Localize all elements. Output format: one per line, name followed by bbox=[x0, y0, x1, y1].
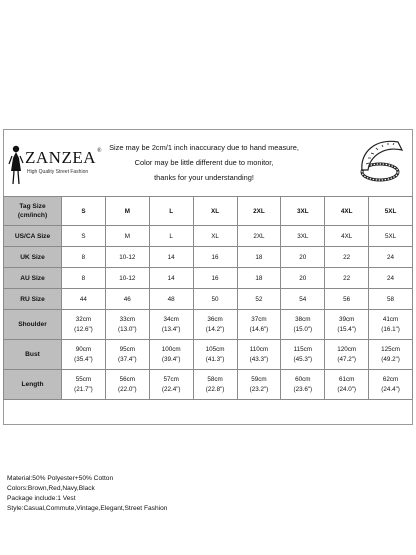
tag-size-header: Tag Size (cm/inch) bbox=[4, 197, 62, 226]
row-label: UK Size bbox=[4, 247, 62, 268]
table-cell: 2XL bbox=[237, 226, 281, 247]
table-cell: 22 bbox=[325, 247, 369, 268]
table-cell: 36cm (14.2") bbox=[193, 310, 237, 340]
table-cell: 55cm (21.7") bbox=[62, 370, 106, 400]
table-cell: 100cm (39.4") bbox=[149, 340, 193, 370]
table-row bbox=[4, 370, 413, 400]
table-cell: 41cm (16.1") bbox=[369, 310, 413, 340]
notice-line: thanks for your understanding! bbox=[154, 173, 254, 182]
table-cell: 18 bbox=[237, 268, 281, 289]
table-cell: 125cm (49.2") bbox=[369, 340, 413, 370]
size-header-cell: XL bbox=[193, 197, 237, 226]
size-header-cell: 2XL bbox=[237, 197, 281, 226]
table-cell: 14 bbox=[149, 247, 193, 268]
table-cell: 110cm (43.3") bbox=[237, 340, 281, 370]
table-cell: 120cm (47.2") bbox=[325, 340, 369, 370]
table-cell: 4XL bbox=[325, 226, 369, 247]
table-cell: 32cm (12.6") bbox=[62, 310, 106, 340]
table-cell: 54 bbox=[281, 289, 325, 310]
brand-tagline: High Quality Street Fashion bbox=[27, 169, 89, 175]
table-cell: 20 bbox=[281, 268, 325, 289]
row-label: Shoulder bbox=[4, 310, 62, 340]
table-cell: 16 bbox=[193, 268, 237, 289]
size-header-cell: S bbox=[62, 197, 106, 226]
row-label: Bust bbox=[4, 340, 62, 370]
table-cell: 90cm (35.4") bbox=[62, 340, 106, 370]
table-cell: 10-12 bbox=[105, 247, 149, 268]
table-cell: L bbox=[149, 226, 193, 247]
table-cell: 22 bbox=[325, 268, 369, 289]
product-info bbox=[7, 474, 167, 514]
table-cell: 38cm (15.0") bbox=[281, 310, 325, 340]
row-label: Length bbox=[4, 370, 62, 400]
table-cell: 37cm (14.6") bbox=[237, 310, 281, 340]
table-header-row bbox=[4, 197, 413, 226]
table-cell: 33cm (13.0") bbox=[105, 310, 149, 340]
table-cell: 5XL bbox=[369, 226, 413, 247]
row-label: US/CA Size bbox=[4, 226, 62, 247]
table-cell: 58 bbox=[369, 289, 413, 310]
table-cell: 50 bbox=[193, 289, 237, 310]
table-cell: 105cm (41.3") bbox=[193, 340, 237, 370]
table-cell: 44 bbox=[62, 289, 106, 310]
table-cell: 18 bbox=[237, 247, 281, 268]
size-table bbox=[3, 196, 413, 400]
row-label: RU Size bbox=[4, 289, 62, 310]
size-header-cell: M bbox=[105, 197, 149, 226]
table-cell: 16 bbox=[193, 247, 237, 268]
brand-logo bbox=[8, 144, 103, 188]
table-cell: 14 bbox=[149, 268, 193, 289]
table-cell: XL bbox=[193, 226, 237, 247]
table-cell: 52 bbox=[237, 289, 281, 310]
table-cell: 56cm (22.0") bbox=[105, 370, 149, 400]
table-row bbox=[4, 310, 413, 340]
table-row bbox=[4, 226, 413, 247]
size-header-cell: 3XL bbox=[281, 197, 325, 226]
table-cell: 8 bbox=[62, 247, 106, 268]
measuring-tape-icon bbox=[356, 132, 408, 192]
table-cell: 24 bbox=[369, 268, 413, 289]
table-cell: 57cm (22.4") bbox=[149, 370, 193, 400]
table-cell: 95cm (37.4") bbox=[105, 340, 149, 370]
colors-text: Colors:Brown,Red,Navy,Black bbox=[7, 485, 95, 492]
table-cell: 48 bbox=[149, 289, 193, 310]
chart-header bbox=[4, 130, 412, 197]
table-row bbox=[4, 340, 413, 370]
table-cell: 34cm (13.4") bbox=[149, 310, 193, 340]
measurement-notice bbox=[104, 140, 304, 185]
table-cell: 115cm (45.3") bbox=[281, 340, 325, 370]
table-cell: 39cm (15.4") bbox=[325, 310, 369, 340]
table-cell: 46 bbox=[105, 289, 149, 310]
size-header-cell: 4XL bbox=[325, 197, 369, 226]
table-cell: 24 bbox=[369, 247, 413, 268]
size-header-cell: 5XL bbox=[369, 197, 413, 226]
fashion-figure-icon bbox=[8, 144, 24, 186]
table-cell: 10-12 bbox=[105, 268, 149, 289]
brand-name: ZANZEA® bbox=[25, 148, 103, 167]
table-cell: S bbox=[62, 226, 106, 247]
table-cell: 3XL bbox=[281, 226, 325, 247]
size-header-cell: L bbox=[149, 197, 193, 226]
row-label: AU Size bbox=[4, 268, 62, 289]
table-cell: 59cm (23.2") bbox=[237, 370, 281, 400]
size-chart-card bbox=[3, 129, 413, 512]
style-text: Style:Casual,Commute,Vintage,Elegant,Street Fashion bbox=[7, 505, 168, 512]
notice-line: Color may be little different due to monitor, bbox=[134, 158, 274, 167]
material-text: Material:50% Polyester+50% Cotton bbox=[7, 475, 114, 482]
notice-line: Size may be 2cm/1 inch inaccuracy due to hand measure, bbox=[109, 143, 299, 152]
table-cell: M bbox=[105, 226, 149, 247]
table-cell: 20 bbox=[281, 247, 325, 268]
package-text: Package include:1 Vest bbox=[7, 495, 76, 502]
table-cell: 62cm (24.4") bbox=[369, 370, 413, 400]
table-cell: 58cm (22.8") bbox=[193, 370, 237, 400]
table-row bbox=[4, 247, 413, 268]
table-cell: 60cm (23.6") bbox=[281, 370, 325, 400]
table-row bbox=[4, 268, 413, 289]
table-row bbox=[4, 289, 413, 310]
table-cell: 61cm (24.0") bbox=[325, 370, 369, 400]
table-cell: 56 bbox=[325, 289, 369, 310]
table-cell: 8 bbox=[62, 268, 106, 289]
